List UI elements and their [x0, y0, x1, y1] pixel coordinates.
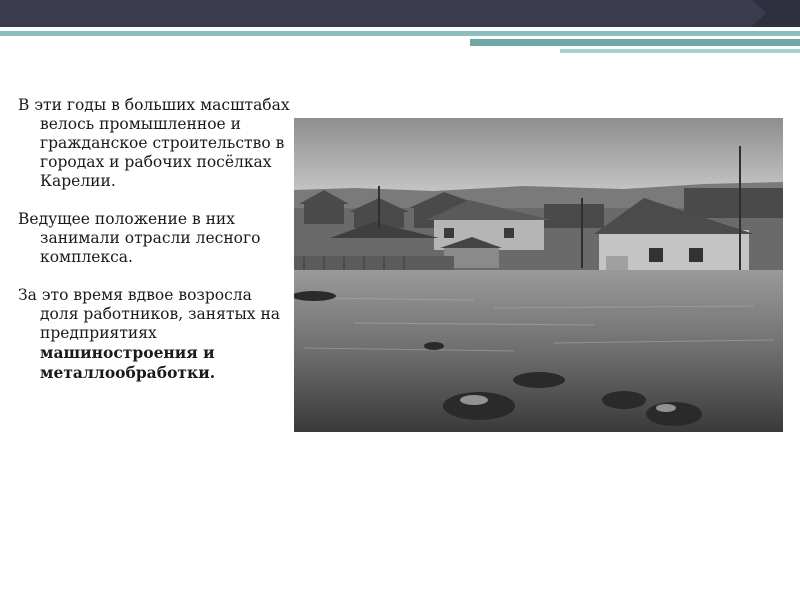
body-text [18, 96, 290, 402]
header-arrow-decoration [752, 0, 800, 27]
paragraph: В эти годы в больших масштабах велось промышленное и гражданское строительство в городах и рабочих посёлках Карелии. [18, 96, 290, 190]
bold-phrase: машиностроения и металлообработки. [40, 343, 216, 382]
paragraph: За это время вдвое возросла доля работников, занятых на предприятиях машиностроения и металлообработки. [18, 286, 281, 382]
paragraph: Ведущее положение в них занимали отрасли лесного комплекса. [18, 210, 261, 266]
accent-stripe [560, 49, 800, 53]
accent-stripe [470, 39, 800, 46]
accent-stripe [0, 31, 800, 36]
flood-photo [294, 118, 783, 432]
header-bar [0, 0, 800, 27]
